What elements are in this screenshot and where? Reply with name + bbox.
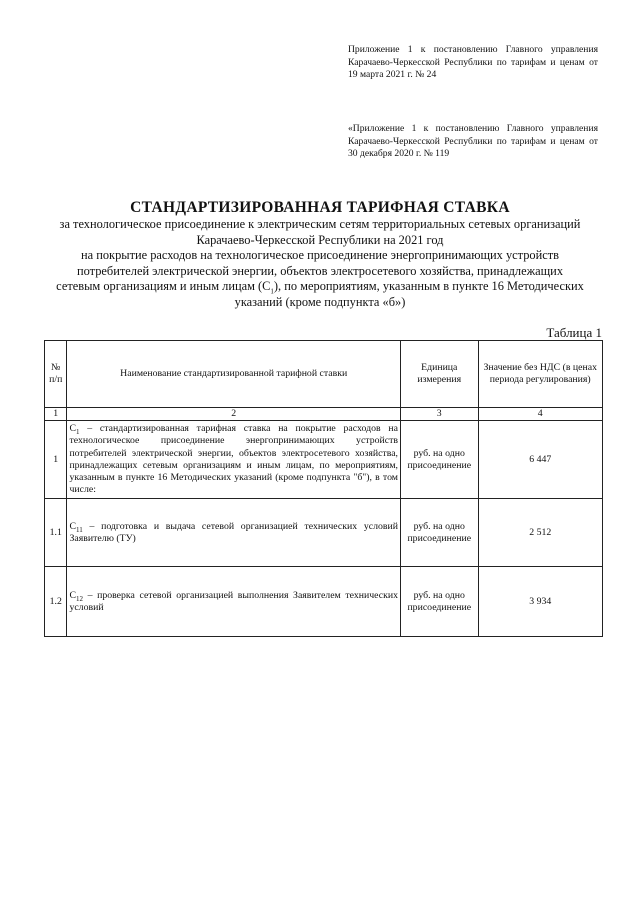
row-value: 2 512 (478, 499, 602, 567)
column-number-row (45, 408, 603, 421)
rate-code: С (69, 423, 76, 435)
column-number: 1 (45, 408, 67, 421)
row-unit: руб. на одно присоединение (401, 499, 479, 567)
row-num: 1.2 (45, 567, 67, 637)
annex-reference-previous: «Приложение 1 к постановлению Главного управления Карачаево-Черкесской Республики по тарифам и ценам от 30 декабря 2020 г. № 119 (348, 123, 598, 160)
header-unit: Единица измерения (401, 341, 479, 408)
rate-code-subscript: 1 (75, 428, 80, 437)
row-value: 6 447 (478, 421, 602, 499)
table-row (45, 499, 603, 567)
document-title: СТАНДАРТИЗИРОВАННАЯ ТАРИФНАЯ СТАВКА (130, 199, 510, 216)
row-description (67, 499, 401, 567)
row-num: 1 (45, 421, 67, 499)
annex-reference-current: Приложение 1 к постановлению Главного управления Карачаево-Черкесской Республики по тарифам и ценам от 19 марта 2021 г. № 24 (348, 44, 598, 81)
subtitle-text: сетевым организациям и иным лицам (С (56, 279, 271, 294)
header-value: Значение без НДС (в ценах периода регулирования) (478, 341, 602, 408)
column-number: 2 (67, 408, 401, 421)
subtitle-line: потребителей электрической энергии, объектов электросетевого хозяйства, принадлежащих (76, 263, 564, 278)
subtitle-line: указаний (кроме подпункта «б») (234, 294, 406, 309)
row-unit: руб. на одно присоединение (401, 567, 479, 637)
rate-code-subscript: 12 (75, 594, 83, 603)
rate-code-subscript: 11 (75, 525, 83, 534)
subscript: 1 (270, 287, 274, 296)
row-description (67, 421, 401, 499)
rate-text: – стандартизированная тарифная ставка на покрытие расходов на технологическое присоединение энергопринимающих устройств потребителей электрической энергии, объектов электросетевого хозяйства, принадлежащих сетевым организациям и иным лицам, по мероприятиям, указанным в пункте 16 Методических указаний (кроме подпункта "б"), в том числе: (69, 423, 398, 496)
rate-code: С (69, 589, 76, 601)
row-description (67, 567, 401, 637)
table-row (45, 567, 603, 637)
document-subtitle (36, 217, 604, 311)
table-header-row (45, 341, 603, 408)
header-name: Наименование стандартизированной тарифной ставки (67, 341, 401, 408)
row-value: 3 934 (478, 567, 602, 637)
tariff-table (44, 340, 603, 637)
table-label: Таблица 1 (546, 325, 602, 340)
rate-code: С (69, 520, 76, 532)
row-num: 1.1 (45, 499, 67, 567)
table-row (45, 421, 603, 499)
subtitle-line (36, 279, 604, 295)
subtitle-line: Карачаево-Черкесской Республики на 2021 год (196, 232, 444, 247)
header-num: № п/п (45, 341, 67, 408)
rate-text: – подготовка и выдача сетевой организацией технических условий Заявителю (ТУ) (69, 520, 398, 544)
subtitle-line: за технологическое присоединение к электрическим сетям территориальных сетевых организаций (59, 217, 581, 231)
column-number: 4 (478, 408, 602, 421)
column-number: 3 (401, 408, 479, 421)
subtitle-line: на покрытие расходов на технологическое присоединение энергопринимающих устройств (81, 248, 559, 263)
row-unit: руб. на одно присоединение (401, 421, 479, 499)
subtitle-text: ), по мероприятиям, указанным в пункте 16 Методических (273, 279, 584, 294)
rate-text: – проверка сетевой организацией выполнения Заявителем технических условий (69, 589, 398, 613)
